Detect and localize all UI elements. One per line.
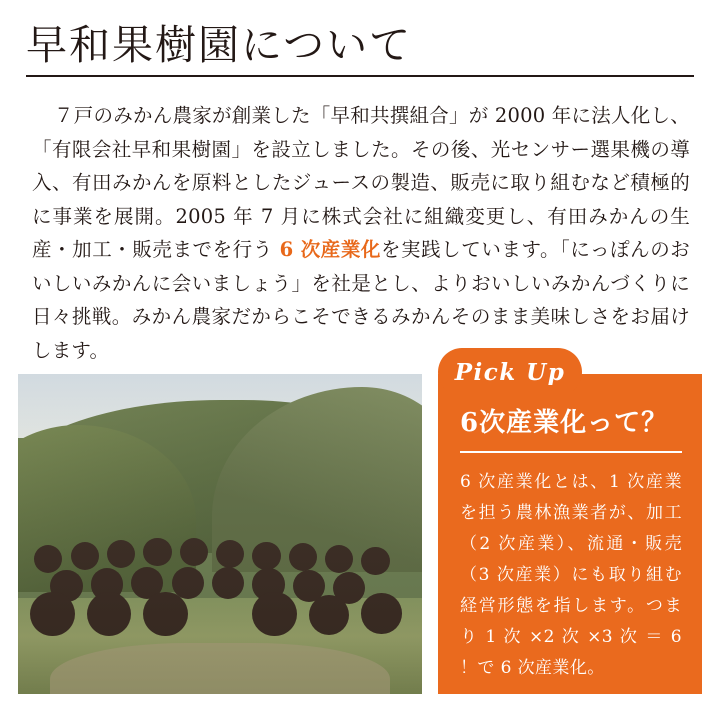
photo-person — [87, 592, 131, 646]
lower-section — [18, 358, 702, 704]
page-title-block — [18, 22, 702, 83]
photo-person — [309, 595, 349, 644]
pickup-section — [438, 358, 702, 704]
photo-person — [361, 547, 389, 581]
photo-person — [252, 592, 296, 646]
title-underline — [26, 75, 694, 77]
photo-person — [30, 592, 74, 646]
pickup-heading: 6次産業化って？ — [460, 402, 682, 453]
pickup-card — [438, 374, 702, 694]
intro-paragraph — [18, 99, 702, 367]
pickup-text: 6 次産業化とは、1 次産業を担う農林漁業者が、加工（2 次産業）、流通・販売（3 次産業）にも取り組む経営形態を指します。つまり 1 次 ×2 次 ×3 次 ＝ 6 ！で 6 次産業化。 — [460, 472, 682, 678]
photo-path — [50, 643, 389, 694]
paragraph-lead-text: ７戸のみかん農家が創業した「早和共撰組合」が 2000 年に法人化し、「有限会社早和果樹園」を設立しました。その後、光センサー選果機の導入、有田みかんを原料としたジュースの製造、販売に取り組むなど積極的に事業を展開。2005 年 7 月に株式会社に組織変更し、有田みかんの生産・加工・販売までを行う — [32, 104, 690, 262]
photo-person — [361, 593, 401, 642]
photo-person — [212, 567, 244, 606]
page-title: 早和果樹園について — [26, 21, 413, 69]
paragraph-tail-text: を実践しています。「にっぽんのおいしいみかんに会いましょう」を社是とし、よりおいしいみかんづくりに日々挑戦。みかん農家だからこそできるみかんそのまま美味しさをお届けします。 — [32, 238, 690, 362]
photo-crowd — [18, 483, 422, 649]
pickup-tab-label: Pick Up — [438, 348, 582, 396]
team-photo — [18, 374, 422, 694]
photo-person — [143, 592, 187, 646]
paragraph-highlight-text: 6 次産業化 — [279, 238, 381, 262]
